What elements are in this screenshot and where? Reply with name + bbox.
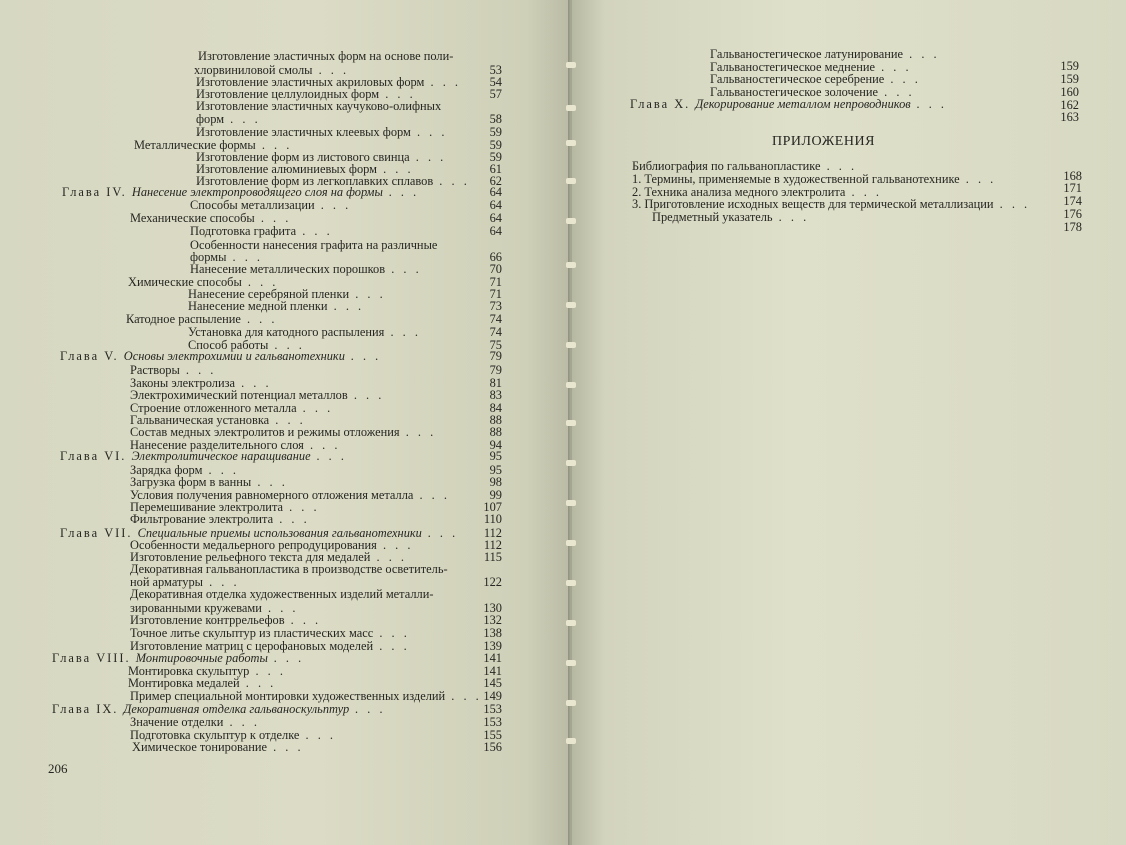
dot-leader: . . . xyxy=(424,75,461,89)
toc-page-number: 53 xyxy=(489,63,502,77)
toc-page-number: 107 xyxy=(483,500,502,514)
binding-stitch xyxy=(566,62,576,68)
toc-page-number: 88 xyxy=(489,413,502,427)
toc-page-number: 71 xyxy=(489,275,502,289)
toc-entry-title: Химические способы xyxy=(128,275,242,289)
toc-entry-title: Изготовление целлулоидных форм xyxy=(196,87,380,101)
toc-page-number: 62 xyxy=(489,174,502,188)
toc-entry-title: Нанесение серебряной пленки xyxy=(188,287,350,301)
toc-page-number: 156 xyxy=(483,740,502,754)
toc-page-number: 59 xyxy=(489,138,502,152)
toc-page-number: 112 xyxy=(483,526,502,540)
dot-leader: . . . xyxy=(296,224,333,238)
toc-entry xyxy=(652,211,809,224)
dot-leader: . . . xyxy=(268,338,305,352)
toc-entry-title: Подготовка скульптур к отделке xyxy=(130,728,300,742)
dot-leader: . . . xyxy=(249,664,286,678)
toc-entry-title: Нанесение электропроводящего слоя на формы xyxy=(131,185,383,199)
toc-entry-title: Законы электролиза xyxy=(130,376,235,390)
toc-page-number: 112 xyxy=(483,538,502,552)
toc-entry-title: Монтировочные работы xyxy=(135,651,268,665)
dot-leader: . . . xyxy=(299,728,337,742)
dot-leader: . . . xyxy=(314,198,352,212)
dot-leader: . . . xyxy=(385,262,422,276)
toc-entry-title: формы xyxy=(190,250,227,264)
binding-stitch xyxy=(566,140,576,146)
binding-stitch xyxy=(566,382,576,388)
toc-entry-title: Загрузка форм в ванны xyxy=(130,475,252,489)
dot-leader: . . . xyxy=(820,159,858,173)
dot-leader: . . . xyxy=(409,150,447,164)
toc-entry-title: Специальные приемы использования гальванотехники xyxy=(137,526,422,540)
dot-leader: . . . xyxy=(202,575,240,589)
toc-entry-title: Гальваностегическое меднение xyxy=(710,60,875,74)
binding-stitch xyxy=(566,105,576,111)
toc-page-number: 71 xyxy=(489,287,502,301)
chapter-heading xyxy=(60,450,347,463)
chapter-label: Глава VI. xyxy=(60,449,132,463)
toc-page-number: 84 xyxy=(489,401,502,415)
dot-leader: . . . xyxy=(234,376,272,390)
toc-page-number: 130 xyxy=(483,601,502,615)
toc-page-number: 66 xyxy=(489,250,502,264)
toc-entry-title: 1. Термины, применяемые в художественной гальванотехнике xyxy=(632,172,960,186)
toc-page-number: 149 xyxy=(483,689,502,703)
dot-leader: . . . xyxy=(269,413,306,427)
dot-leader: . . . xyxy=(303,438,341,452)
toc-page-number: 176 xyxy=(1063,207,1082,221)
dot-leader: . . . xyxy=(310,449,348,463)
dot-leader: . . . xyxy=(226,250,263,264)
toc-page-number: 99 xyxy=(489,488,502,502)
toc-page-number: 79 xyxy=(489,349,502,363)
toc-page-number: 178 xyxy=(1063,220,1082,234)
toc-entry-title: Электролитическое наращивание xyxy=(131,449,311,463)
toc-page-number: 160 xyxy=(1060,85,1079,99)
toc-page-number: 95 xyxy=(489,463,502,477)
toc-page-number: 64 xyxy=(489,211,502,225)
toc-page-number: 122 xyxy=(483,575,502,589)
toc-entry-title: Металлические формы xyxy=(134,138,256,152)
dot-leader: . . . xyxy=(240,312,278,326)
toc-entry-title: Изготовление форм из легкоплавких сплавов xyxy=(196,174,434,188)
binding-stitch xyxy=(566,178,576,184)
toc-entry-title: Основы электрохимии и гальванотехники xyxy=(123,349,345,363)
toc-page-number: 171 xyxy=(1063,181,1082,195)
dot-leader: . . . xyxy=(223,715,260,729)
toc-entry-title: 3. Приготовление исходных веществ для термической металлизации xyxy=(632,197,994,211)
toc-entry-title: Монтировка медалей xyxy=(128,676,240,690)
dot-leader: . . . xyxy=(433,174,470,188)
dot-leader: . . . xyxy=(251,475,288,489)
toc-entry-title: Способ работы xyxy=(188,338,269,352)
toc-entry xyxy=(132,741,304,754)
binding-stitch xyxy=(566,302,576,308)
toc-page-number: 98 xyxy=(489,475,502,489)
dot-leader: . . . xyxy=(875,60,912,74)
binding-stitch xyxy=(566,580,576,586)
toc-entry-title: форм xyxy=(196,112,225,126)
toc-entry-title: Установка для катодного распыления xyxy=(188,325,385,339)
dot-leader: . . . xyxy=(327,299,365,313)
toc-entry-title: хлорвиниловой смолы xyxy=(194,63,313,77)
binding-stitch xyxy=(566,738,576,744)
chapter-heading xyxy=(630,98,947,111)
chapter-label: Глава V. xyxy=(60,349,124,363)
toc-entry-title: Изготовление эластичных клеевых форм xyxy=(196,125,411,139)
toc-entry-title: Библиография по гальванопластике xyxy=(632,159,821,173)
toc-page-number: 163 xyxy=(1060,110,1079,124)
binding-stitch xyxy=(566,500,576,506)
binding-stitch xyxy=(566,700,576,706)
toc-page-number: 83 xyxy=(489,388,502,402)
chapter-label: Глава VII. xyxy=(60,526,138,540)
toc-entry xyxy=(198,50,453,63)
toc-entry-title: ной арматуры xyxy=(130,575,203,589)
toc-page-number: 139 xyxy=(483,639,502,653)
dot-leader: . . . xyxy=(370,550,407,564)
toc-page-number: 64 xyxy=(489,185,502,199)
toc-entry-title: Изготовление матриц с церофановых моделей xyxy=(130,639,374,653)
chapter-label: Глава VIII. xyxy=(52,651,136,665)
dot-leader: . . . xyxy=(421,526,459,540)
binding-stitch xyxy=(566,660,576,666)
toc-entry-title: Декоративная отделка художественных изделий металли- xyxy=(130,587,434,601)
toc-entry-title: Строение отложенного металла xyxy=(130,401,297,415)
toc-entry-title: Состав медных электролитов и режимы отложения xyxy=(130,425,400,439)
toc-page-number: 155 xyxy=(483,728,502,742)
toc-entry-title: Изготовление эластичных форм на основе поли- xyxy=(198,49,454,63)
dot-leader: . . . xyxy=(349,287,386,301)
toc-entry-title: Механические способы xyxy=(130,211,255,225)
binding-stitch xyxy=(566,420,576,426)
toc-page-number: 88 xyxy=(489,425,502,439)
right-page xyxy=(572,0,1126,845)
toc-page-number: 57 xyxy=(489,87,502,101)
toc-entry-title: Изготовление рельефного текста для медалей xyxy=(130,550,371,564)
dot-leader: . . . xyxy=(347,388,385,402)
dot-leader: . . . xyxy=(283,500,320,514)
dot-leader: . . . xyxy=(382,185,420,199)
toc-page-number: 64 xyxy=(489,198,502,212)
toc-entry-title: Изготовление эластичных каучуково-олифных xyxy=(196,99,442,113)
dot-leader: . . . xyxy=(344,349,382,363)
toc-entry-title: Растворы xyxy=(130,363,180,377)
toc-entry-title: Электрохимический потенциал металлов xyxy=(130,388,348,402)
toc-entry xyxy=(190,225,333,238)
dot-leader: . . . xyxy=(910,97,948,111)
dot-leader: . . . xyxy=(266,740,304,754)
dot-leader: . . . xyxy=(224,112,261,126)
toc-page-number: 73 xyxy=(489,299,502,313)
toc-entry-title: Гальваностегическое серебрение xyxy=(710,72,885,86)
toc-page-number: 59 xyxy=(489,150,502,164)
dot-leader: . . . xyxy=(179,363,217,377)
dot-leader: . . . xyxy=(241,275,279,289)
dot-leader: . . . xyxy=(384,325,421,339)
dot-leader: . . . xyxy=(445,689,482,703)
toc-page-number: 70 xyxy=(489,262,502,276)
toc-entry xyxy=(130,513,310,526)
toc-entry-title: Фильтрование электролита xyxy=(130,512,274,526)
dot-leader: . . . xyxy=(373,639,410,653)
dot-leader: . . . xyxy=(202,463,240,477)
toc-page-number: 64 xyxy=(489,224,502,238)
toc-entry-title: Гальваническая установка xyxy=(130,413,270,427)
toc-entry-title: Изготовление контррельефов xyxy=(130,613,285,627)
dot-leader: . . . xyxy=(254,211,292,225)
toc-entry-title: Изготовление форм из листового свинца xyxy=(196,150,410,164)
toc-entry-title: Изготовление эластичных акриловых форм xyxy=(196,75,425,89)
dot-leader: . . . xyxy=(312,63,350,77)
dot-leader: . . . xyxy=(239,676,277,690)
dot-leader: . . . xyxy=(267,651,305,665)
toc-page-number: 95 xyxy=(489,449,502,463)
toc-entry-title: Химическое тонирование xyxy=(132,740,267,754)
binding-stitch xyxy=(566,342,576,348)
dot-leader: . . . xyxy=(349,702,386,716)
toc-page-number: 59 xyxy=(489,125,502,139)
toc-entry-title: зированными кружевами xyxy=(130,601,262,615)
toc-page-number: 153 xyxy=(483,702,502,716)
binding-stitch xyxy=(566,218,576,224)
toc-entry-title: Нанесение металлических порошков xyxy=(190,262,386,276)
toc-page-number: 141 xyxy=(483,664,502,678)
chapter-heading xyxy=(60,350,382,363)
toc-page-number: 159 xyxy=(1060,59,1079,73)
dot-leader: . . . xyxy=(413,488,450,502)
dot-leader: . . . xyxy=(903,47,940,61)
toc-entry-title: Пример специальной монтировки художественных изделий xyxy=(130,689,446,703)
toc-page-number: 115 xyxy=(483,550,502,564)
toc-entry-title: Нанесение разделительного слоя xyxy=(130,438,304,452)
toc-page-number: 110 xyxy=(483,512,502,526)
toc-page-number: 75 xyxy=(489,338,502,352)
toc-page-number: 79 xyxy=(489,363,502,377)
page-number: 206 xyxy=(48,761,68,776)
toc-page-number: 174 xyxy=(1063,194,1082,208)
dot-leader: . . . xyxy=(273,512,310,526)
toc-page-number: 168 xyxy=(1063,169,1082,183)
toc-entry-title: Особенности нанесения графита на различные xyxy=(190,238,438,252)
binding-stitch xyxy=(566,620,576,626)
toc-page-number: 94 xyxy=(489,438,502,452)
toc-entry-title: Особенности медальерного репродуцирования xyxy=(130,538,377,552)
toc-entry-title: Способы металлизации xyxy=(190,198,315,212)
dot-leader: . . . xyxy=(296,401,334,415)
toc-entry-title: Декорирование металлом непроводников xyxy=(695,97,911,111)
toc-page-number: 54 xyxy=(489,75,502,89)
toc-page-number: 81 xyxy=(489,376,502,390)
toc-page-number: 74 xyxy=(489,325,502,339)
toc-page-number: 74 xyxy=(489,312,502,326)
dot-leader: . . . xyxy=(379,87,416,101)
toc-entry-title: Перемешивание электролита xyxy=(130,500,284,514)
binding-stitch xyxy=(566,540,576,546)
dot-leader: . . . xyxy=(284,613,322,627)
dot-leader: . . . xyxy=(772,210,810,224)
dot-leader: . . . xyxy=(845,185,883,199)
dot-leader: . . . xyxy=(376,162,414,176)
dot-leader: . . . xyxy=(255,138,293,152)
dot-leader: . . . xyxy=(993,197,1031,211)
toc-entry xyxy=(130,588,433,601)
toc-entry-title: Гальваностегическое латунирование xyxy=(710,47,904,61)
dot-leader: . . . xyxy=(376,538,414,552)
toc-entry-title: Точное литье скульптур из пластических масс xyxy=(130,626,374,640)
dot-leader: . . . xyxy=(399,425,437,439)
toc-entry-title: Значение отделки xyxy=(130,715,224,729)
dot-leader: . . . xyxy=(410,125,448,139)
toc-page-number: 145 xyxy=(483,676,502,690)
chapter-label: Глава IV. xyxy=(62,185,132,199)
chapter-label: Глава X. xyxy=(630,97,696,111)
dot-leader: . . . xyxy=(261,601,299,615)
toc-entry-title: Нанесение медной пленки xyxy=(188,299,328,313)
toc-entry-title: Предметный указатель xyxy=(652,210,773,224)
dot-leader: . . . xyxy=(373,626,410,640)
toc-entry-title: Монтировка скульптур xyxy=(128,664,250,678)
appendix-title: ПРИЛОЖЕНИЯ xyxy=(772,134,875,149)
toc-entry-title: Зарядка форм xyxy=(130,463,203,477)
toc-page-number: 132 xyxy=(483,613,502,627)
dot-leader: . . . xyxy=(884,72,921,86)
binding-stitch xyxy=(566,262,576,268)
toc-page-number: 162 xyxy=(1060,98,1079,112)
toc-entry-title: Гальваностегическое золочение xyxy=(710,85,879,99)
toc-page-number: 61 xyxy=(489,162,502,176)
dot-leader: . . . xyxy=(878,85,915,99)
toc-entry-title: Изготовление алюминиевых форм xyxy=(196,162,377,176)
dot-leader: . . . xyxy=(959,172,997,186)
toc-entry-title: Декоративная гальванопластика в производстве осветитель- xyxy=(130,562,448,576)
toc-page-number: 153 xyxy=(483,715,502,729)
binding-stitch xyxy=(566,460,576,466)
toc-entry-title: Катодное распыление xyxy=(126,312,241,326)
toc-entry-title: Декоративная отделка гальваноскульптур xyxy=(123,702,350,716)
toc-page-number: 159 xyxy=(1060,72,1079,86)
toc-entry-title: Подготовка графита xyxy=(190,224,297,238)
toc-entry-title: Условия получения равномерного отложения металла xyxy=(130,488,414,502)
toc-page-number: 58 xyxy=(489,112,502,126)
toc-entry-title: 2. Техника анализа медного электролита xyxy=(632,185,846,199)
toc-page-number: 138 xyxy=(483,626,502,640)
toc-page-number: 141 xyxy=(483,651,502,665)
chapter-label: Глава IX. xyxy=(52,702,124,716)
